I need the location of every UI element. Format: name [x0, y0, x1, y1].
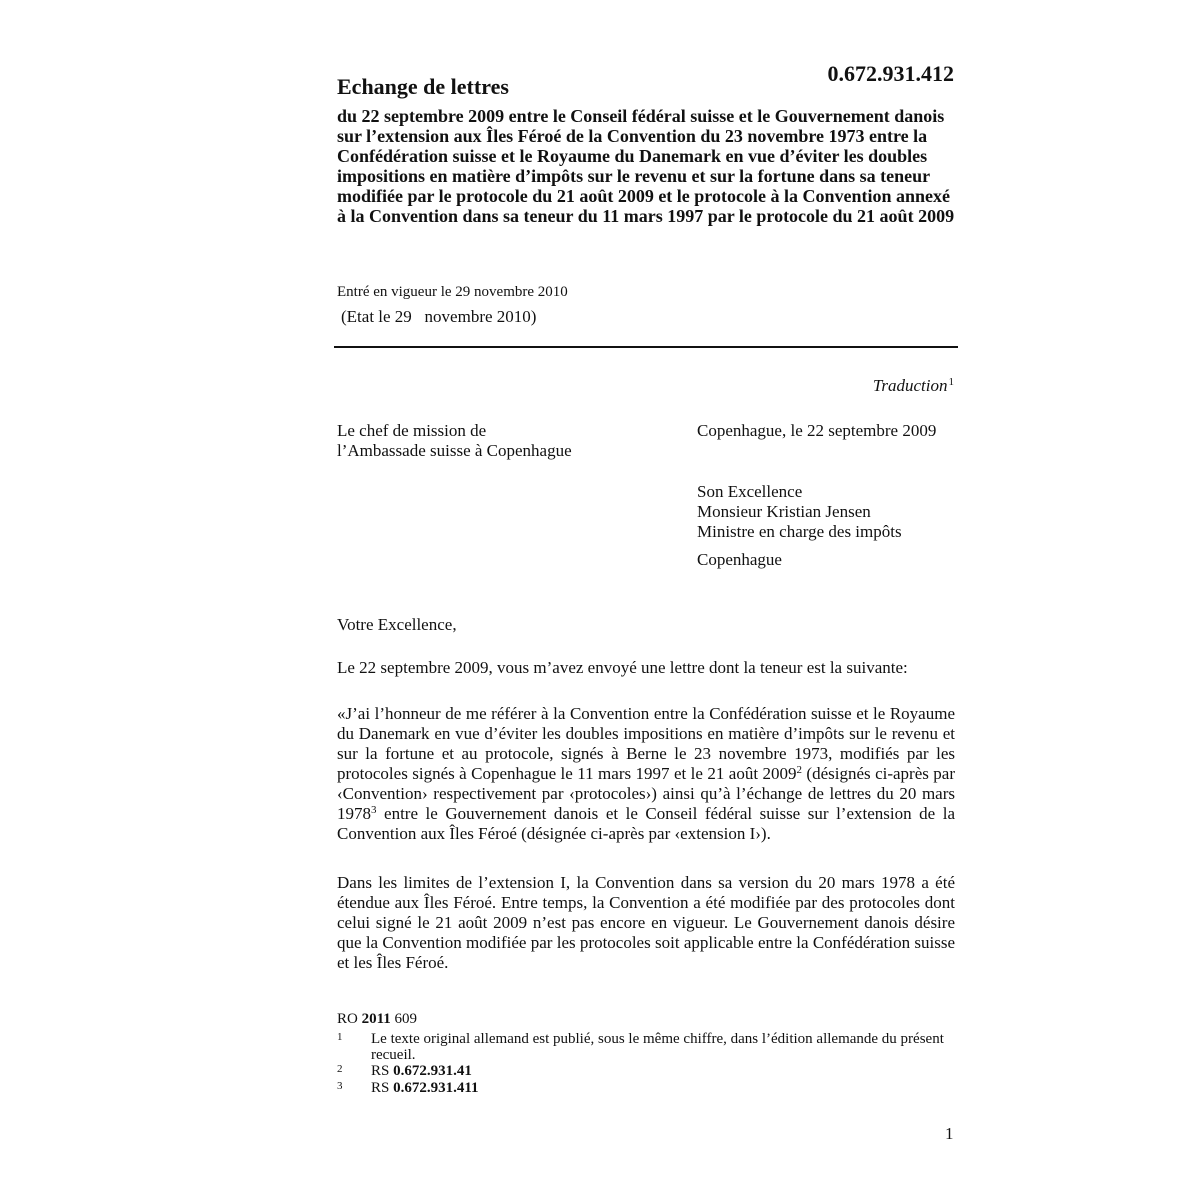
- recipient-line: Son Excellence: [697, 482, 803, 501]
- document-title: Echange de lettres: [337, 74, 509, 99]
- recipient-line: Ministre en charge des impôts: [697, 522, 902, 541]
- state-date: (Etat le 29 novembre 2010): [341, 307, 537, 326]
- footnote-number: 3: [337, 1080, 343, 1092]
- ro-page: 609: [394, 1011, 418, 1027]
- document-subtitle: du 22 septembre 2009 entre le Conseil fédéral suisse et le Gouvernement danois sur l’extension aux Îles Féroé de la Convention du 23 novembre 1973 entre la Confédération suisse et le Royaume du Danemark en vue d’éviter les doubles impositions en matière d’impôts sur le revenu et sur la fortune dans sa teneur modifiée par le protocole du 21 août 2009 et le protocole à la Convention annexé à la Convention dans sa teneur du 11 mars 1997 par le protocole du 21 août 2009: [337, 106, 955, 226]
- body-paragraph-2: Dans les limites de l’extension I, la Convention dans sa version du 20 mars 1978 a été étendue aux Îles Féroé. Entre temps, la Convention a été modifiée par des protocoles dont celui signé le 21 août 2009 n’est pas encore en vigueur. Le Gouvernement danois désire que la Convention modifiée par les protocoles soit applicable entre la Confédération suisse et les Îles Féroé.: [337, 873, 955, 972]
- body-paragraph-1: [337, 704, 955, 844]
- document-number: 0.672.931.412: [827, 61, 954, 86]
- footnote-1: [337, 1031, 947, 1063]
- sender-line: Le chef de mission de: [337, 421, 487, 440]
- footnote-prefix: RS: [371, 1080, 390, 1096]
- footnote-ref: 1: [948, 376, 954, 388]
- footnote-ref: 3: [371, 804, 377, 816]
- translation-text: Traduction: [872, 376, 948, 395]
- ro-year: 2011: [361, 1011, 391, 1027]
- footnote-text: [371, 1063, 947, 1079]
- place-date: Copenhague, le 22 septembre 2009: [697, 421, 937, 440]
- footnote-number: 1: [337, 1031, 343, 1043]
- translation-label: [873, 376, 954, 396]
- sender-block: [337, 421, 572, 461]
- paragraph-text: entre le Gouvernement danois et le Conseil fédéral suisse sur l’extension de la Convention aux Îles Féroé (désignée ci-après par ‹extension I›).: [337, 804, 955, 843]
- recipient-city: Copenhague: [697, 550, 782, 569]
- footnote-3: [337, 1080, 947, 1096]
- ro-reference: [337, 1011, 417, 1028]
- header-divider: [334, 346, 958, 348]
- footnote-ref: 2: [796, 764, 802, 776]
- footnote-prefix: RS: [371, 1063, 390, 1079]
- recipient-block: [697, 482, 902, 542]
- footnote-ref-number: 0.672.931.411: [393, 1080, 479, 1096]
- intro-paragraph: Le 22 septembre 2009, vous m’avez envoyé une lettre dont la teneur est la suivante:: [337, 658, 908, 677]
- footnote-text: [371, 1080, 947, 1096]
- sender-line: l’Ambassade suisse à Copenhague: [337, 441, 572, 460]
- footnote-text: Le texte original allemand est publié, sous le même chiffre, dans l’édition allemande du présent recueil.: [371, 1031, 944, 1063]
- footnote-2: [337, 1063, 947, 1079]
- entry-into-force: Entré en vigueur le 29 novembre 2010: [337, 284, 568, 300]
- ro-prefix: RO: [337, 1011, 358, 1027]
- page-number: 1: [945, 1124, 954, 1143]
- footnote-ref-number: 0.672.931.41: [393, 1063, 472, 1079]
- footnote-number: 2: [337, 1063, 343, 1075]
- salutation: Votre Excellence,: [337, 615, 457, 634]
- recipient-line: Monsieur Kristian Jensen: [697, 502, 871, 521]
- paragraph-text: «J’ai l’honneur de me référer à la Convention entre la Confédération suisse et le Royaume du Danemark en vue d’éviter les doubles impositions en matière d’impôts sur le revenu et sur la fortune et au protocole, signés à Berne le 23 novembre 1973, modifiés par les protocoles signés à Copenhague le 11 mars 1997 et le 21 août 2009: [337, 704, 955, 783]
- paragraph-text: (désignés ci-après par ‹Convention› respectivement par ‹protocoles›) ainsi qu’à l’échange de lettres du 20 mars 1978: [337, 764, 956, 823]
